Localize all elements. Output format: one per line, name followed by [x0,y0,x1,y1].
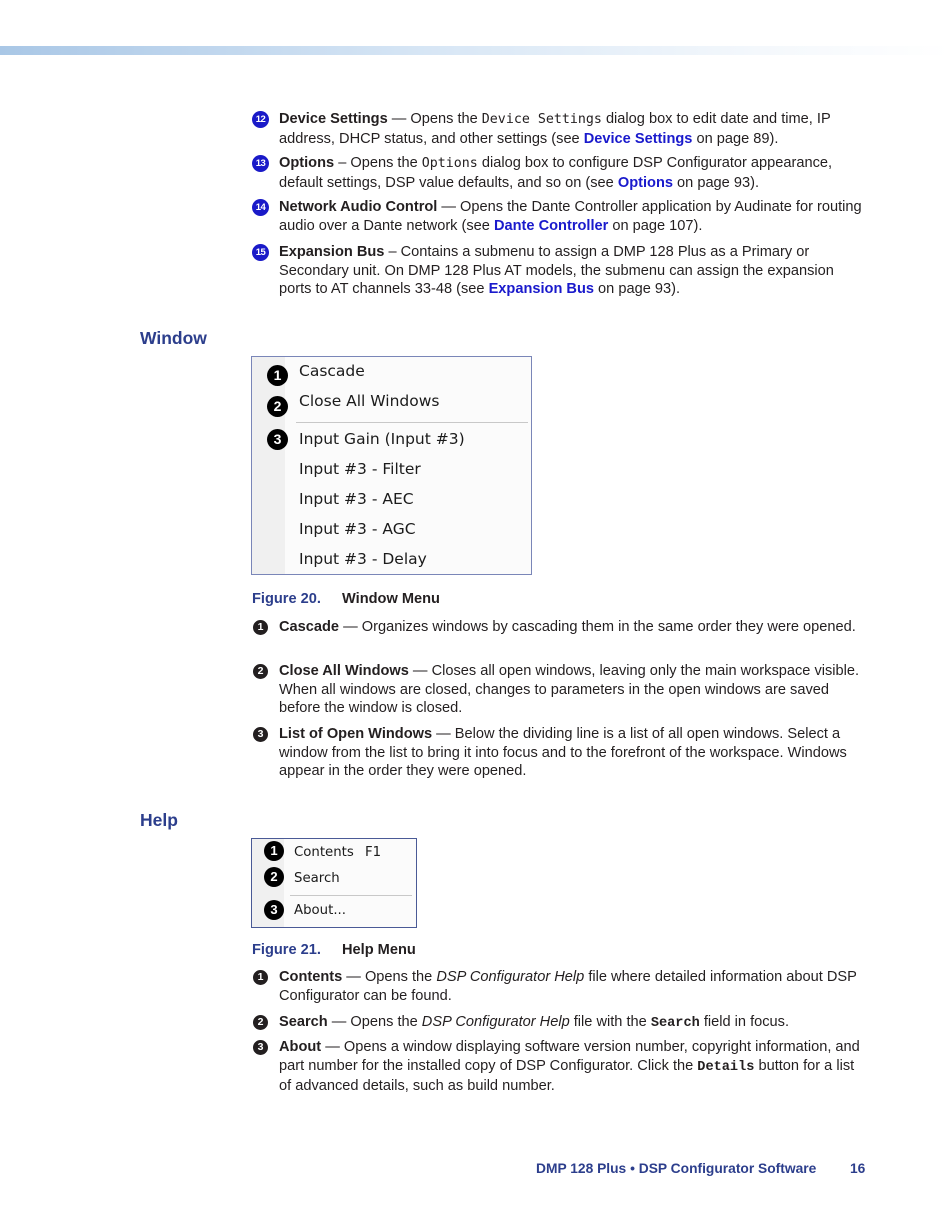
menu-item-search[interactable]: Search [294,871,340,886]
term: Device Settings [279,111,388,127]
callout-2-icon: 2 [267,396,288,417]
menu-item-cascade[interactable]: Cascade [299,362,365,380]
list-item-close-all-windows: 2 Close All Windows — Closes all open windows, leaving only the main workspace visible. When all windows are closed, changes to parameters in the open windows are saved before the window is closed. [252,662,862,718]
menu-item-input-agc[interactable]: Input #3 - AGC [299,520,416,538]
list-item-device-settings: 12 Device Settings — Opens the Device Settings dialog box to edit date and time, IP address, DHCP status, and other settings (see Device Settings on page 89). [252,110,862,148]
list-item-search: 2 Search — Opens the DSP Configurator Help file with the Search field in focus. [252,1013,862,1034]
menu-item-input-filter[interactable]: Input #3 - Filter [299,460,421,478]
figure-label: Figure 20. [252,591,321,607]
list-item-about: 3 About — Opens a window displaying software version number, copyright information, and part number for the installed copy of DSP Configurator. Click the Details button for a list of advanced details, such as build number. [252,1038,862,1096]
term: List of Open Windows [279,726,433,742]
figure-label: Figure 21. [252,942,321,958]
callout-3-icon: 3 [264,900,284,920]
menu-item-input-aec[interactable]: Input #3 - AEC [299,490,414,508]
number-3-icon: 3 [253,1040,268,1055]
menu-item-input-delay[interactable]: Input #3 - Delay [299,550,427,568]
menu-item-close-all-windows[interactable]: Close All Windows [299,392,440,410]
italic-title: DSP Configurator Help [421,1014,570,1030]
number-3-icon: 3 [253,727,268,742]
term: Expansion Bus [279,244,385,260]
code-text: Details [697,1059,755,1075]
callout-2-icon: 2 [264,867,284,887]
code-text: Options [421,156,478,171]
term: Contents [279,969,343,985]
term: About [279,1039,322,1055]
list-item-network-audio-control: 14 Network Audio Control — Opens the Dante Controller application by Audinate for routing audio over a Dante network (see Dante Controller on page 107). [252,198,862,235]
number-12-icon: 12 [252,111,269,128]
section-heading-help: Help [140,810,178,830]
figure-caption-21 [252,942,416,958]
number-2-icon: 2 [253,1015,268,1030]
number-14-icon: 14 [252,199,269,216]
term: Search [279,1014,328,1030]
code-text: Device Settings [481,112,602,127]
list-item-cascade: 1 Cascade — Organizes windows by cascading them in the same order they were opened. [252,618,862,637]
help-menu-screenshot [251,838,417,928]
menu-shortcut-f1: F1 [365,845,382,860]
number-1-icon: 1 [253,620,268,635]
link-expansion-bus[interactable]: Expansion Bus [488,281,594,298]
term: Cascade [279,619,340,635]
list-item-open-windows: 3 List of Open Windows — Below the dividing line is a list of all open windows. Select a window from the list to bring it into focus and to the forefront of the workspace. Windows appear in the order they were opened. [252,725,862,781]
list-item-expansion-bus: 15 Expansion Bus – Contains a submenu to assign a DMP 128 Plus as a Primary or Secondary unit. On DMP 128 Plus AT models, the submenu can assign the expansion ports to AT channels 33-48 (see Expansion Bus on page 93). [252,243,862,299]
term: Network Audio Control [279,199,438,215]
term: Close All Windows [279,663,409,679]
footer-page-number: 16 [850,1161,866,1176]
list-item-contents: 1 Contents — Opens the DSP Configurator Help file where detailed information about DSP Configurator can be found. [252,968,862,1005]
window-menu-screenshot [251,356,532,575]
footer-title: DMP 128 Plus • DSP Configurator Software [536,1161,817,1176]
term: Options [279,155,335,171]
number-15-icon: 15 [252,244,269,261]
link-options[interactable]: Options [617,174,673,191]
number-2-icon: 2 [253,664,268,679]
figure-title: Help Menu [342,942,416,958]
header-gradient-bar [0,46,950,55]
menu-separator [296,422,528,423]
callout-1-icon: 1 [264,841,284,861]
callout-3-icon: 3 [267,429,288,450]
menu-item-input-gain[interactable]: Input Gain (Input #3) [299,430,465,448]
menu-item-contents[interactable]: Contents [294,845,354,860]
callout-1-icon: 1 [267,365,288,386]
link-device-settings[interactable]: Device Settings [583,130,693,147]
menu-icon-gutter [252,357,285,574]
number-13-icon: 13 [252,155,269,172]
link-dante-controller[interactable]: Dante Controller [493,217,609,234]
figure-caption-20 [252,591,440,607]
menu-item-about[interactable]: About... [294,903,346,918]
list-item-options: 13 Options – Opens the Options dialog box to configure DSP Configurator appearance, default settings, DSP value defaults, and so on (see Options on page 93). [252,154,862,192]
menu-separator [290,895,412,896]
section-heading-window: Window [140,328,207,348]
number-1-icon: 1 [253,970,268,985]
figure-title: Window Menu [342,591,440,607]
code-text: Search [650,1016,700,1031]
italic-title: DSP Configurator Help [436,969,585,985]
